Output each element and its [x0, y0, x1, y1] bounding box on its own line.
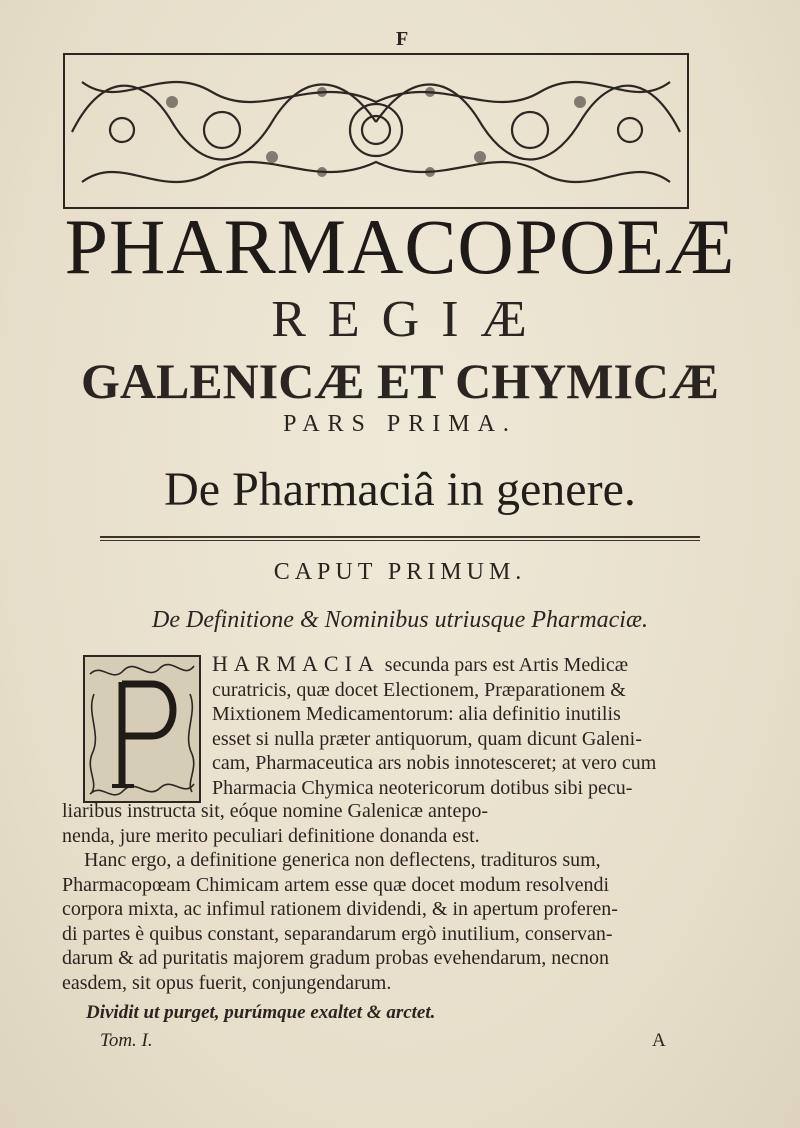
text-line: Pharmacia Chymica neotericorum dotibus sibi pecu- [212, 776, 633, 799]
signature-catchword: A [652, 1030, 666, 1051]
text-line: Hanc ergo, a definitione generica non deflectens, tradituros sum, [84, 849, 601, 871]
title-line-1: PHARMACOPOEÆ [64, 203, 736, 290]
divider-rule [100, 536, 700, 538]
volume-label: Tom. I. [100, 1030, 153, 1051]
text-line: Mixtionem Medicamentorum: alia definitio inutilis [212, 703, 621, 725]
text-line: di partes è quibus constant, separandarum ergò inutilium, conservan- [62, 922, 613, 945]
text-line: secunda pars est Artis Medicæ [384, 654, 629, 676]
chapter-subtitle: De Definitione & Nominibus utriusque Pharmaciæ. [152, 607, 648, 633]
chapter-heading: CAPUT PRIMUM. [273, 559, 527, 585]
signature-mark: F [396, 28, 409, 50]
title-line-3: GALENICÆ ET CHYMICÆ [80, 353, 720, 409]
ornamental-headpiece [62, 52, 690, 210]
text-line: darum & ad puritatis majorem gradum probas evehendarum, necnon [62, 947, 610, 969]
title-line-4: PARS PRIMA. [283, 411, 517, 437]
paragraph-1-continued [62, 799, 488, 848]
text-line: corpora mixta, ac infimul rationem dividendi, & in apertum proferen- [62, 898, 618, 920]
text-line: cam, Pharmaceutica ars nobis innotesceret; at vero cum [212, 752, 657, 774]
paragraph-1-first-word: HARMACIA [212, 651, 380, 676]
text-line: curatricis, quæ docet Electionem, Præparationem & [212, 678, 626, 701]
motto: Dividit ut purget, purúmque exaltet & arctet. [86, 1002, 436, 1023]
text-line: esset si nulla præter antiquorum, quam dicunt Galeni- [212, 727, 642, 750]
decorated-initial-p [82, 654, 202, 804]
paragraph-1 [212, 652, 656, 800]
title-line-2: REGIÆ [271, 291, 549, 348]
text-line: easdem, sit opus fuerit, conjungendarum. [62, 971, 392, 994]
title-line-5: De Pharmaciâ in genere. [164, 463, 636, 516]
text-line: Pharmacopœam Chimicam artem esse quæ docet modum resolvendi [62, 873, 610, 896]
text-line: nenda, jure merito peculiari definitione donanda est. [62, 824, 480, 847]
divider-rule-thin [100, 540, 700, 541]
paragraph-2 [62, 848, 618, 995]
text-line: liaribus instructa sit, eóque nomine Galenicæ antepo- [62, 800, 488, 822]
